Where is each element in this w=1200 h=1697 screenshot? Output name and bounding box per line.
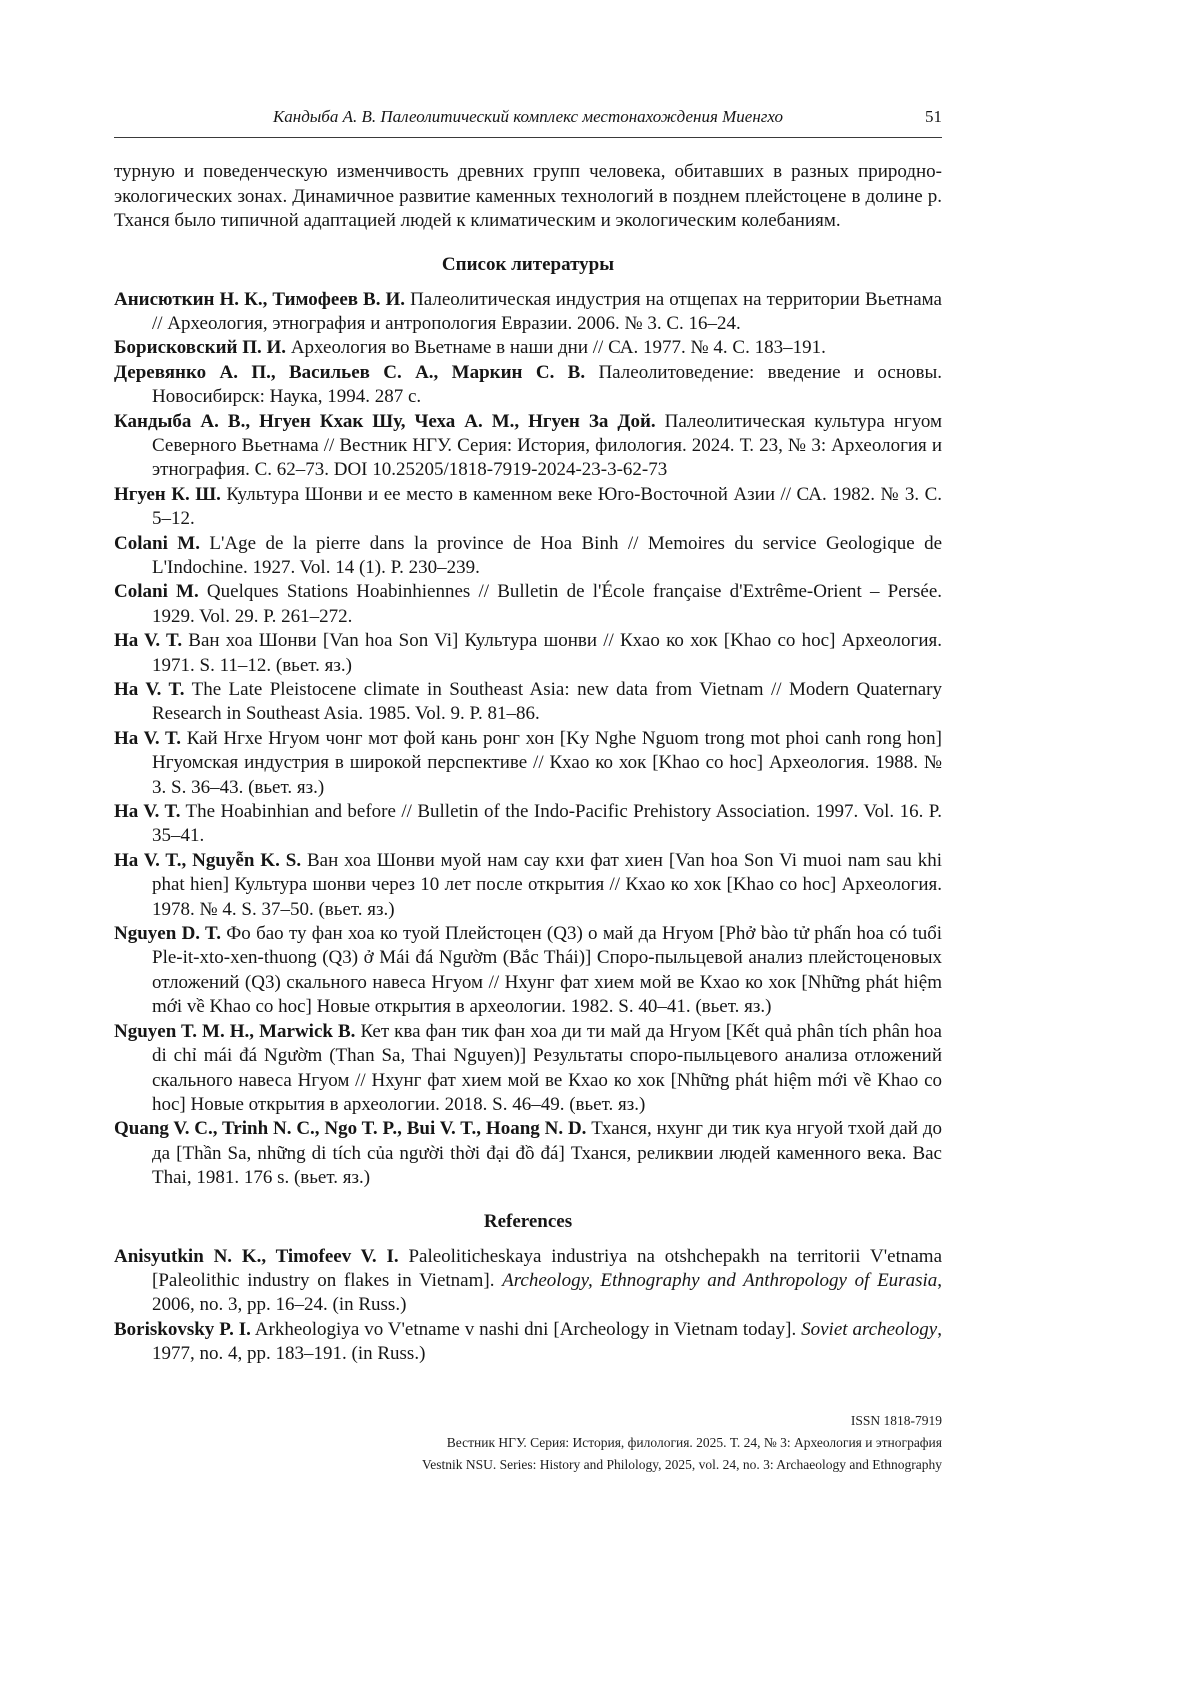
- reference-entry-text: Boriskovsky P. I.: [114, 1318, 251, 1340]
- reference-entry-text: Кет ква фан тик фан хоа ди ти май да Нгуом [Kết quả phân tích phân hoa di chỉ mái đá Ngườm (Than Sa, Thai Nguyen)] Результаты споро-пыльцевого анализа отложений скального навеса Нгуом // Нхунг фат хием мой ве Кхао ко хок [Những phát hiệm mới về Khao co hoc] Новые открытия в археологии. 2018. S. 46–49. (вьет. яз.): [152, 1020, 942, 1115]
- reference-entry-text: Anisyutkin N. K., Timofeev V. I.: [114, 1245, 399, 1267]
- reference-entry-text: Colani M.: [114, 532, 200, 554]
- reference-entry: [114, 849, 942, 922]
- reference-entry-text: Нгуен К. Ш.: [114, 483, 221, 505]
- reference-entry: [114, 629, 942, 678]
- footer-journal-en: Vestnik NSU. Series: History and Philology, 2025, vol. 24, no. 3: Archaeology and Ethnography: [422, 1457, 942, 1472]
- reference-entry-text: Ван хоа Шонви [Van hoa Son Vi] Культура шонви // Кхао ко хок [Khao co hoc] Археология. 1971. S. 11–12. (вьет. яз.): [152, 630, 942, 676]
- reference-entry-text: Nguyen T. M. H., Marwick B.: [114, 1020, 356, 1042]
- reference-entry-text: Archeology, Ethnography and Anthropology of Eurasia: [502, 1269, 938, 1291]
- references-heading: References: [483, 1210, 573, 1232]
- reference-entry-text: The Hoabinhian and before // Bulletin of the Indo-Pacific Prehistory Association. 1997. Vol. 16. P. 35–41.: [152, 801, 942, 847]
- reference-entry-text: Ha V. T.: [114, 679, 185, 700]
- reference-entry-text: Культура Шонви и ее место в каменном веке Юго-Восточной Азии // СА. 1982. № 3. С. 5–12.: [152, 483, 942, 530]
- reference-entry: [114, 727, 942, 800]
- reference-entry-text: Ha V. T., Nguyễn K. S.: [114, 849, 302, 871]
- page-number: 51: [925, 107, 942, 126]
- reference-entry-text: Палеолитическая культура нгуом Северного Вьетнама // Вестник НГУ. Серия: История, филология. 2024. Т. 23, № 3: Археология и этнография. С. 62–73. DOI 10.25205/1818-7919-2024-23-3-62-73: [152, 410, 942, 481]
- reference-entry-text: Борисковский П. И.: [114, 337, 287, 359]
- reference-entry-text: Quang V. C., Trinh N. C., Ngo T. P., Bui V. T., Hoang N. D.: [114, 1118, 587, 1140]
- reference-entry-text: Quelques Stations Hoabinhiennes // Bulletin de l'École française d'Extrême-Orient – Persée. 1929. Vol. 29. P. 261–272.: [152, 581, 943, 627]
- running-head: [114, 106, 942, 138]
- reference-entry-text: Археология во Вьетнаме в наши дни // СА. 1977. № 4. С. 183–191.: [286, 337, 826, 359]
- reference-entry: [114, 483, 942, 532]
- reference-entry: [114, 1318, 942, 1367]
- intro-paragraph: турную и поведенческую изменчивость древних групп человека, обитавших в разных природно-экологических зонах. Динамичное развитие каменных технологий в позднем плейстоцене в долине р. Тханся было типичной адаптацией людей к климатическим и экологическим колебаниям.: [114, 161, 942, 231]
- reference-entry-text: Ha V. T.: [114, 801, 181, 823]
- reference-entry: [114, 580, 942, 629]
- reference-entry: [114, 1117, 942, 1190]
- page-footer: [114, 1410, 942, 1476]
- reference-entry-text: Кай Нгхе Нгуом чонг мот фой кань ронг хон [Ky Nghe Nguom trong mot phoi canh rong hon] Нгуомская индустрия в широкой перспективе // Кхао ко хок [Khao co hoc] Археология. 1988. № 3. S. 36–43. (вьет. яз.): [152, 727, 942, 798]
- reference-entry: [114, 1020, 942, 1118]
- reference-entry-text: The Late Pleistocene climate in Southeast Asia: new data from Vietnam // Modern Quaternary Research in Southeast Asia. 1985. Vol. 9. P. 81–86.: [152, 679, 942, 725]
- reference-entry-text: Nguyen D. T.: [114, 923, 221, 945]
- reference-entry-text: Палеолитическая индустрия на отщепах на территории Вьетнама // Археология, этнография и антропология Евразии. 2006. № 3. С. 16–24.: [152, 288, 942, 334]
- running-title: Кандыба А. В. Палеолитический комплекс местонахождения Миенгхо: [272, 107, 784, 126]
- reference-entry-text: , 2006, no. 3, pp. 16–24. (in Russ.): [152, 1269, 942, 1316]
- reference-entry-text: Paleoliticheskaya industriya na otshchepakh na territorii V'etnama [Paleolithic industry on flakes in Vietnam].: [152, 1245, 942, 1291]
- reference-entry: [114, 1245, 942, 1318]
- reference-entry-text: Деревянко А. П., Васильев С. А., Маркин С. В.: [114, 361, 586, 383]
- bibliography-heading: Список литературы: [441, 253, 615, 275]
- references-list: [114, 1245, 942, 1367]
- reference-entry: [114, 288, 942, 337]
- reference-entry-text: Кандыба А. В., Нгуен Кхак Шу, Чеха А. М., Нгуен За Дой.: [114, 410, 656, 432]
- reference-entry: [114, 678, 942, 727]
- reference-entry-text: Soviet archeology: [801, 1318, 938, 1340]
- reference-entry-text: Colani M.: [114, 581, 199, 603]
- footer-journal-ru: Вестник НГУ. Серия: История, филология. 2025. Т. 24, № 3: Археология и этнография: [446, 1435, 942, 1450]
- reference-entry: [114, 922, 942, 1020]
- reference-entry-text: Ha V. T.: [114, 630, 183, 652]
- reference-entry: [114, 532, 942, 581]
- reference-entry-text: L'Age de la pierre dans la province de Hoa Binh // Memoires du service Geologique de L'Indochine. 1927. Vol. 14 (1). P. 230–239.: [152, 532, 943, 578]
- reference-entry: [114, 410, 942, 483]
- reference-entry-text: Тханся, нхунг ди тик куа нгуой тхой дай до да [Thần Sa, những di tích của người thời đại đồ đá] Тханся, реликвии людей каменного века. Bac Thai, 1981. 176 s. (вьет. яз.): [152, 1118, 942, 1189]
- bibliography-list: [114, 288, 942, 1191]
- text-block: [114, 106, 942, 1367]
- reference-entry: [114, 336, 942, 360]
- reference-entry-text: Фо бао ту фан хоа ко туой Плейстоцен (Q3) о май да Нгуом [Phở bào tử phấn hoa có tuổi Ple-it-xto-xen-thuong (Q3) ở Mái đá Ngườm (Bắc Thái)] Споро-пыльцевой анализ плейстоценовых отложений (Q3) скального навеса Нгуом // Нхунг фат хием мой ве Кхао ко хок [Những phát hiệm mới về Khao co hoc] Новые открытия в археологии. 1982. S. 40–41. (вьет. яз.): [152, 923, 942, 1018]
- reference-entry-text: Ван хоа Шонви муой нам сау кхи фат хиен [Van hoa Son Vi muoi nam sau khi phat hien] Культура шонви через 10 лет после открытия // Кхао ко хок [Khao co hoc] Археология. 1978. № 4. S. 37–50. (вьет. яз.): [152, 849, 942, 920]
- reference-entry-text: , 1977, no. 4, pp. 183–191. (in Russ.): [152, 1318, 942, 1365]
- reference-entry-text: Ha V. T.: [114, 727, 182, 749]
- footer-issn: ISSN 1818-7919: [850, 1413, 942, 1428]
- reference-entry-text: Анисюткин Н. К., Тимофеев В. И.: [114, 288, 406, 310]
- reference-entry-text: Arkheologiya vo V'etname v nashi dni [Archeology in Vietnam today].: [250, 1318, 802, 1340]
- reference-entry-text: Палеолитоведение: введение и основы. Новосибирск: Наука, 1994. 287 с.: [152, 361, 942, 408]
- reference-entry: [114, 800, 942, 849]
- reference-entry: [114, 361, 942, 410]
